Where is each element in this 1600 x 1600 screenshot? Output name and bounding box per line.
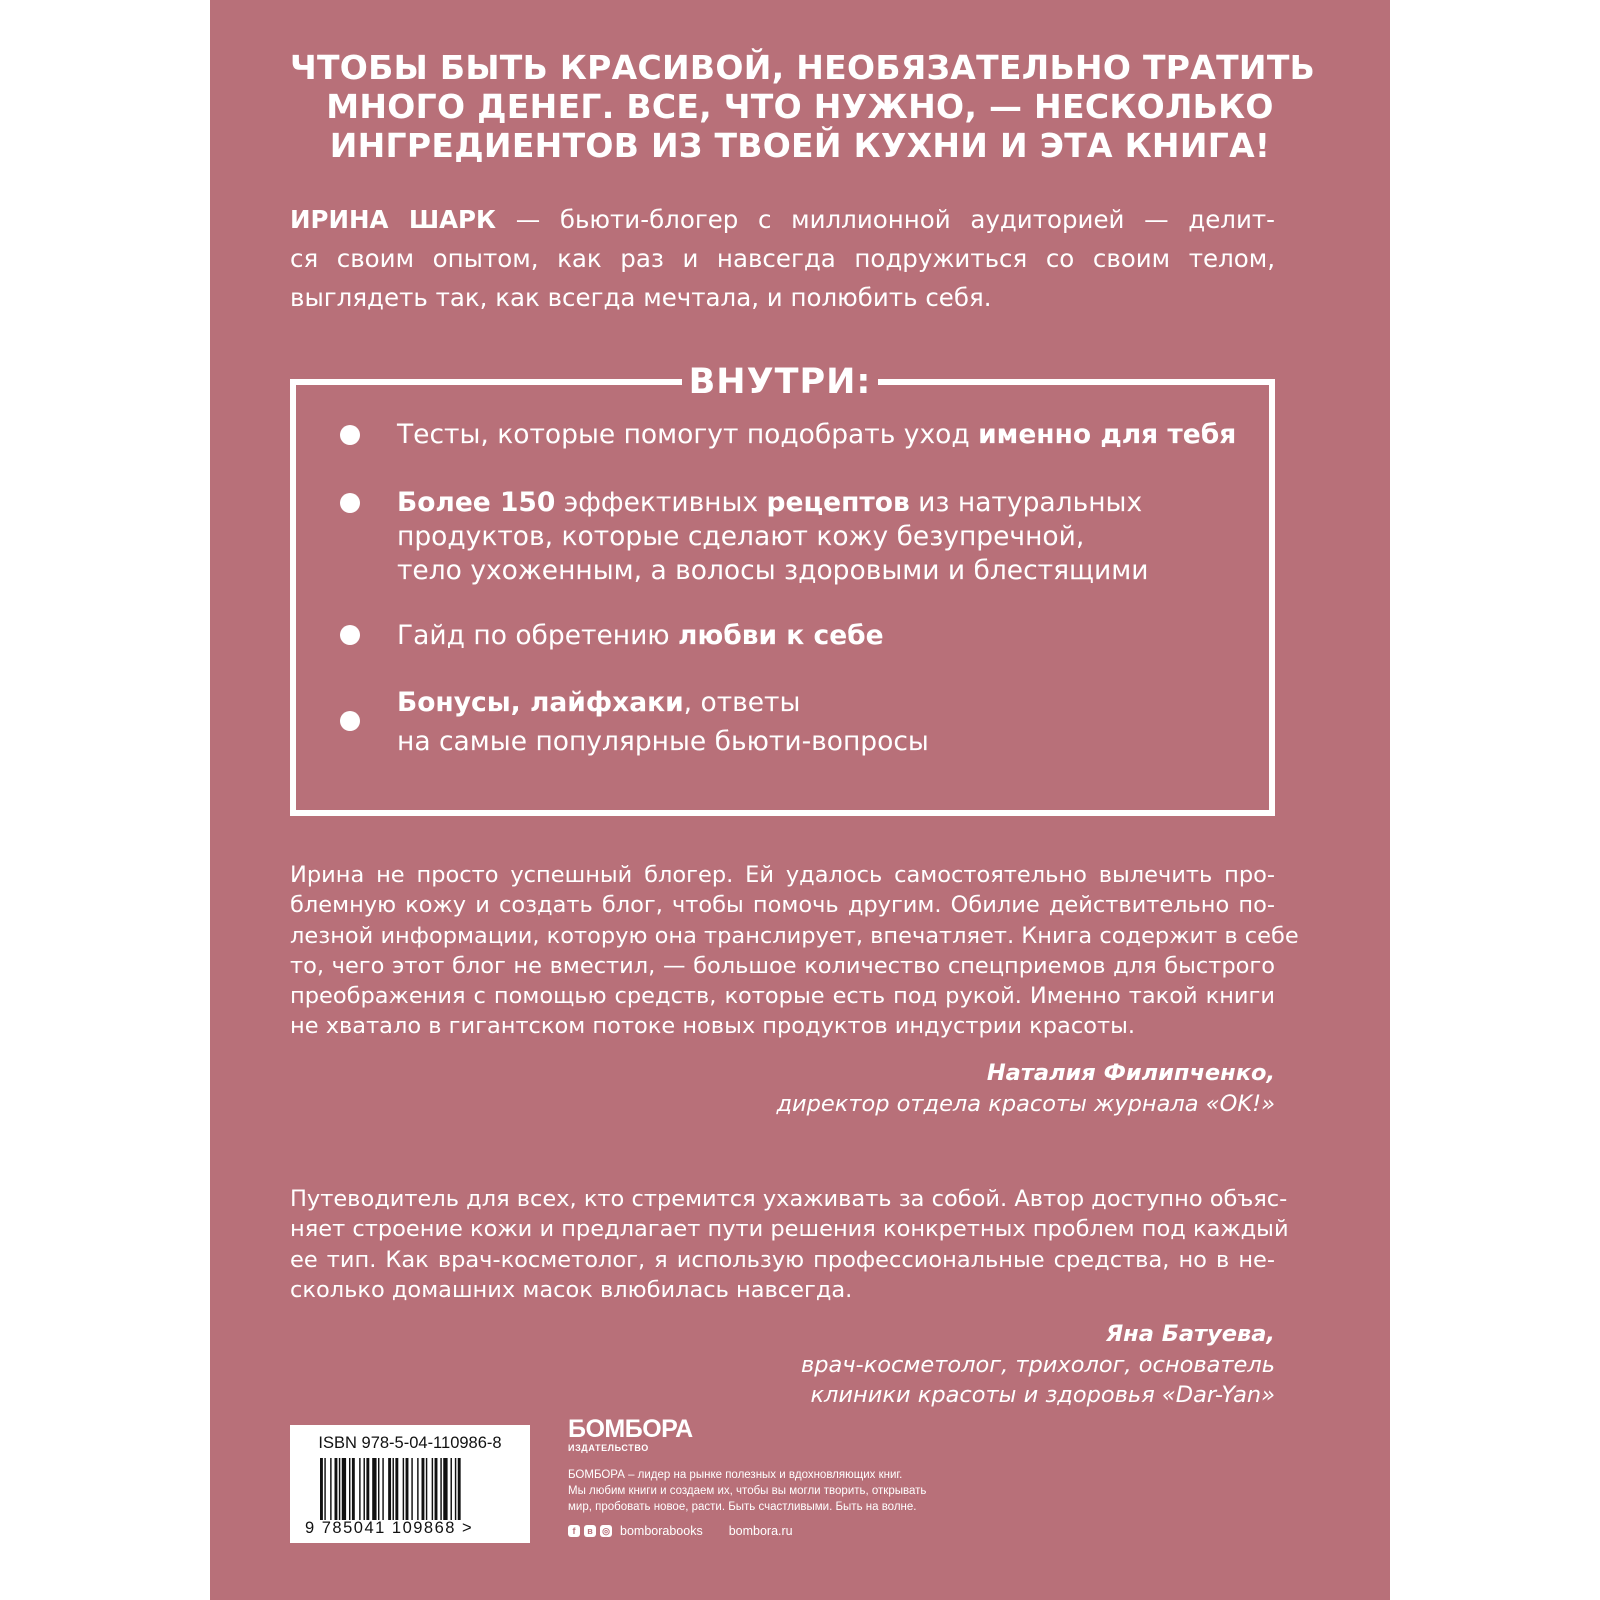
text: продуктов, которые сделают кожу безупречной, bbox=[397, 521, 1085, 552]
headline-line: МНОГО ДЕНЕГ. ВСЕ, ЧТО НУЖНО, — НЕСКОЛЬКО bbox=[326, 87, 1274, 126]
vk-icon: в bbox=[584, 1525, 596, 1537]
review-line: лезной информации, которую она транслирует, впечатляет. Книга содержит в себе bbox=[290, 922, 1299, 949]
text: на самые популярные бьюти-вопросы bbox=[397, 726, 929, 757]
barcode-bar bbox=[388, 1458, 391, 1520]
barcode-bar bbox=[352, 1458, 355, 1520]
barcode-bar bbox=[443, 1458, 447, 1520]
text: Тесты, которые помогут подобрать уход bbox=[397, 419, 979, 450]
frame-top-right bbox=[878, 379, 1275, 385]
review-line: Ирина не просто успешный блогер. Ей удалось самостоятельно вылечить про- bbox=[290, 862, 1275, 888]
bullet-dot bbox=[340, 711, 360, 731]
instagram-icon: ◎ bbox=[600, 1525, 612, 1537]
reviewer-role: врач-косметолог, трихолог, основатель bbox=[800, 1351, 1275, 1378]
barcode-bar bbox=[451, 1458, 452, 1520]
desc-line: БОМБОРА – лидер на рынке полезных и вдохновляющих книг. bbox=[568, 1469, 903, 1481]
review-line: ее тип. Как врач-косметолог, я использую профессиональные средства, но в не- bbox=[290, 1246, 1275, 1273]
text: эффективных bbox=[555, 487, 767, 518]
desc-line: Мы любим книги и создаем их, чтобы вы могли творить, открывать bbox=[568, 1485, 927, 1497]
text: Гайд по обретению bbox=[397, 620, 679, 651]
barcode-bar bbox=[406, 1458, 409, 1520]
barcode-bar bbox=[366, 1458, 369, 1520]
barcode-bar bbox=[422, 1458, 425, 1520]
barcode-bar bbox=[339, 1458, 340, 1520]
barcode-bar bbox=[382, 1458, 383, 1520]
barcode-bar bbox=[324, 1458, 325, 1520]
barcode-bar bbox=[411, 1458, 412, 1520]
intro-text: — бьюти-блогер с миллионной аудиторией — делит- bbox=[496, 205, 1275, 234]
barcode-bar bbox=[426, 1458, 427, 1520]
reviewer-role: директор отдела красоты журнала «OK!» bbox=[776, 1090, 1275, 1117]
list-item-text bbox=[397, 619, 1277, 653]
list-item-text bbox=[397, 686, 1277, 759]
social-handle: bomborabooks bbox=[620, 1524, 703, 1538]
intro-line bbox=[290, 200, 1275, 239]
publisher-description bbox=[568, 1467, 1088, 1515]
barcode-bar bbox=[403, 1458, 404, 1520]
text: из натуральных bbox=[909, 487, 1143, 518]
review-line: няет строение кожи и предлагает пути решения конкретных проблем под каждый bbox=[290, 1216, 1289, 1243]
barcode-bar bbox=[440, 1458, 441, 1520]
review-line: не хватало в гигантском потоке новых продуктов индустрии красоты. bbox=[290, 1013, 1135, 1040]
bullet-dot bbox=[340, 493, 360, 513]
text: , ответы bbox=[683, 687, 801, 718]
headline-line: ИНГРЕДИЕНТОВ ИЗ ТВОЕЙ КУХНИ И ЭТА КНИГА! bbox=[329, 126, 1271, 165]
review-line: то, чего этот блог не вместил, — большое количество спецприемов для быстрого bbox=[290, 952, 1275, 979]
barcode-bar bbox=[432, 1458, 433, 1520]
review-2-signature bbox=[290, 1319, 1275, 1411]
barcode-bar bbox=[335, 1458, 338, 1520]
barcode-bar bbox=[330, 1458, 331, 1520]
publisher-block bbox=[568, 1415, 1088, 1538]
barcode-bar bbox=[320, 1458, 323, 1520]
publisher-site: bombora.ru bbox=[728, 1524, 793, 1538]
barcode-bars bbox=[320, 1458, 498, 1520]
review-quote-2 bbox=[290, 1184, 1289, 1305]
barcode-digits: 9 785041 109868 > bbox=[305, 1519, 474, 1537]
list-item-text bbox=[397, 418, 1277, 452]
review-quote-1 bbox=[290, 860, 1299, 1042]
headline-line: ЧТОБЫ БЫТЬ КРАСИВОЙ, НЕОБЯЗАТЕЛЬНО ТРАТИТЬ bbox=[290, 48, 1316, 87]
isbn-number: ISBN 978-5-04-110986-8 bbox=[318, 1434, 502, 1452]
publisher-logo: БОМБОРА bbox=[568, 1415, 693, 1443]
barcode-bar bbox=[417, 1458, 418, 1520]
bold-text: Бонусы, лайфхаки bbox=[397, 687, 684, 718]
inside-title: ВНУТРИ: bbox=[688, 362, 872, 402]
intro-paragraph bbox=[290, 200, 1275, 317]
review-line: блемную кожу и создать блог, чтобы помочь другим. Обилие действительно по- bbox=[290, 892, 1275, 919]
bold-text: именно для тебя bbox=[978, 419, 1237, 450]
book-back-cover bbox=[210, 0, 1390, 1600]
intro-line: ся своим опытом, как раз и навсегда подружиться со своим телом, bbox=[290, 244, 1275, 273]
barcode-bar bbox=[364, 1458, 365, 1520]
desc-line: мир, пробовать новое, расти. Быть счастливыми. Быть на волне. bbox=[568, 1501, 917, 1513]
barcode-bar bbox=[458, 1458, 461, 1520]
barcode-bar bbox=[435, 1458, 438, 1520]
barcode-bar bbox=[349, 1458, 350, 1520]
reviewer-role: клиники красоты и здоровья «Dar-Yan» bbox=[810, 1382, 1275, 1408]
bold-text: Более 150 bbox=[397, 487, 556, 518]
review-1-signature bbox=[290, 1058, 1275, 1119]
reviewer-name: Яна Батуева, bbox=[1105, 1321, 1275, 1347]
facebook-icon: f bbox=[568, 1525, 580, 1537]
barcode-bar bbox=[342, 1458, 346, 1520]
review-line: Путеводитель для всех, кто стремится ухаживать за собой. Автор доступно объяс- bbox=[290, 1186, 1288, 1212]
bullet-dot bbox=[340, 425, 360, 445]
publisher-sub: ИЗДАТЕЛЬСТВО bbox=[568, 1443, 649, 1453]
bullet-dot bbox=[340, 625, 360, 645]
author-name: ИРИНА ШАРК bbox=[290, 205, 497, 234]
barcode-bar bbox=[393, 1458, 394, 1520]
intro-line: выглядеть так, как всегда мечтала, и полюбить себя. bbox=[290, 283, 992, 312]
barcode-bar bbox=[455, 1458, 456, 1520]
frame-top-left bbox=[290, 379, 682, 385]
bold-text: любви к себе bbox=[678, 620, 884, 651]
barcode-bar bbox=[372, 1458, 376, 1520]
bold-text: рецептов bbox=[766, 487, 910, 518]
list-item-text bbox=[397, 486, 1277, 588]
review-line: сколько домашних масок влюбилась навсегда. bbox=[290, 1276, 853, 1303]
publisher-social bbox=[568, 1524, 1088, 1538]
barcode-bar bbox=[359, 1458, 360, 1520]
barcode-bar bbox=[395, 1458, 398, 1520]
barcode-bar bbox=[378, 1458, 379, 1520]
text: тело ухоженным, а волосы здоровыми и блестящими bbox=[397, 555, 1149, 586]
review-line: преображения с помощью средств, которые есть под рукой. Именно такой книги bbox=[290, 983, 1275, 1010]
headline bbox=[290, 48, 1316, 165]
isbn-barcode bbox=[290, 1425, 530, 1543]
reviewer-name: Наталия Филипченко, bbox=[986, 1060, 1275, 1086]
